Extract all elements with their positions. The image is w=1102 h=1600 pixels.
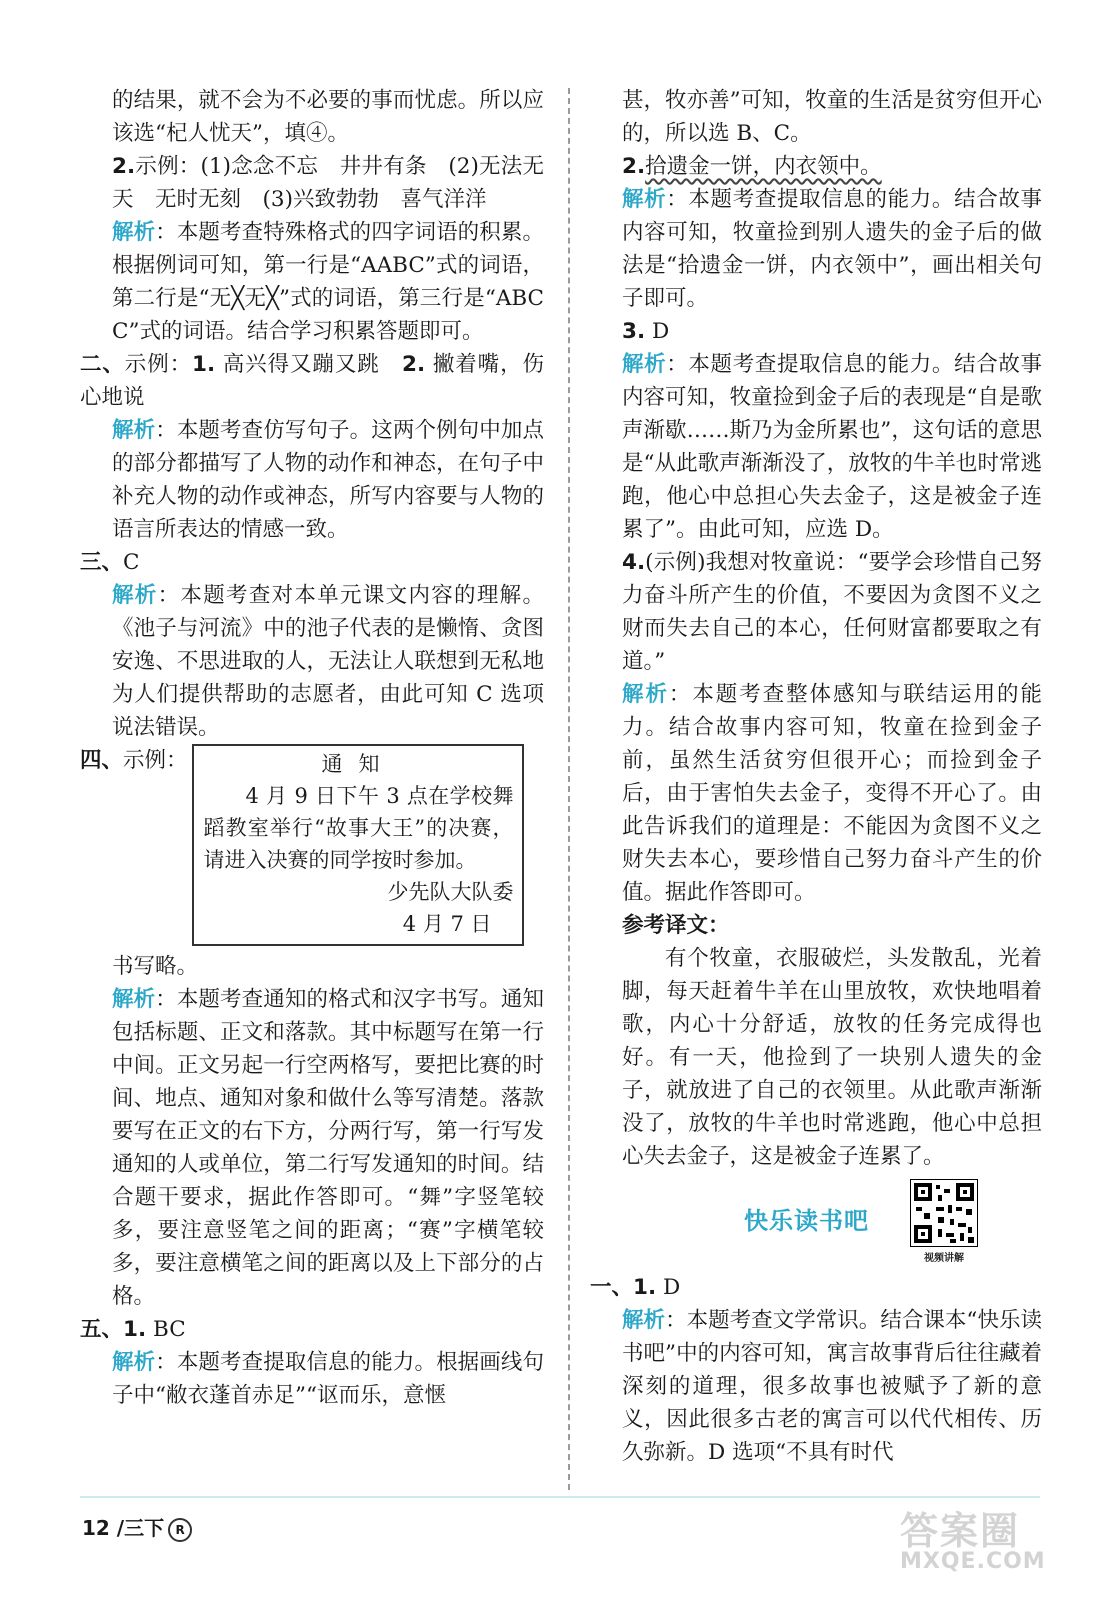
q3-number: 3. <box>622 319 646 344</box>
reference-translation: 有个牧童，衣服破烂，头发散乱，光着脚，每天赶着牛羊在山里放牧，欢快地唱着歌，内心十分舒适，放牧的任务完成得也好。有一天，他捡到了一块别人遗失的金子，就放进了自己的衣领里。从此歌声渐渐没了，放牧的牛羊也时常逃跑，他心中总担心失去金子，这是被金子连累了。 <box>622 946 1042 1169</box>
qr-caption: 视频讲解 <box>924 1253 964 1264</box>
q3-ans: D <box>645 319 670 344</box>
q4-text: (示例)我想对牧童说：“要学会珍惜自己努力奋斗所产生的价值，不要因为贪图不义之财而失去自己的本心，任何财富都要取之有道。” <box>622 550 1042 674</box>
analysis-r4 <box>622 678 1042 909</box>
section-4-answer <box>80 744 544 946</box>
analysis-label: 解析 <box>622 1308 666 1333</box>
qr-code-icon[interactable] <box>910 1179 978 1247</box>
reference-translation-title: 参考译文： <box>622 913 730 938</box>
analysis-3 <box>112 579 544 744</box>
page-number-text: 12 /三下 <box>82 1516 165 1540</box>
analysis-1 <box>112 216 544 348</box>
analysis-2-text: ：本题考查仿写句子。这两个例句中加点的部分都描写了人物的动作和神态，在句子中补充人物的动作或神态，所写内容要与人物的语言所表达的情感一致。 <box>112 418 544 542</box>
right-continuation: 甚，牧亦善”可知，牧童的生活是贫穷但开心的，所以选 B、C。 <box>622 88 1042 146</box>
analysis-r3 <box>622 348 1042 546</box>
analysis-label: 解析 <box>622 352 667 377</box>
notice-box <box>192 744 524 946</box>
analysis-r4-text: ：本题考查整体感知与联结运用的能力。结合故事内容可知，牧童在捡到金子前，虽然生活贫穷但很开心；而捡到金子后，由于害怕失去金子，变得不开心了。由此告诉我们的道理是：不能因为贪图不义之财失去本心，要珍惜自己努力奋斗产生的价值。据此作答即可。 <box>622 682 1042 905</box>
section-5-n1: 1. <box>123 1317 147 1342</box>
notice-sign: 少先队大队委 <box>387 880 514 904</box>
reading-section-1-ans: D <box>656 1275 681 1300</box>
q2-number: 2. <box>112 154 136 179</box>
left-column <box>80 84 544 1412</box>
q3-answer <box>622 315 1042 348</box>
section-2-answer <box>80 348 544 414</box>
analysis-label: 解析 <box>112 1350 156 1375</box>
happy-reading-title: 快乐读书吧 <box>744 1207 869 1235</box>
notice-title: 通知 <box>321 752 396 776</box>
section-5-label: 五、 <box>80 1317 124 1342</box>
page-number <box>82 1512 192 1542</box>
analysis-1-text: ：本题考查特殊格式的四字词语的积累。根据例词可知，第一行是“AABC”式的词语，第二行是“无╳无╳”式的词语，第三行是“ABCC”式的词语。结合学习积累答题即可。 <box>112 220 544 344</box>
analysis-label: 解析 <box>112 583 158 608</box>
edition-badge: R <box>168 1518 192 1542</box>
analysis-r2 <box>622 183 1042 315</box>
q2-right-number: 2. <box>622 154 646 179</box>
q4-answer <box>622 546 1042 678</box>
happy-reading-banner <box>622 1179 1042 1265</box>
section-2-prefix: 示例： <box>124 352 192 377</box>
analysis-4-text: ：本题考查通知的格式和汉字书写。通知包括标题、正文和落款。其中标题写在第一行中间。正文另起一行空两格写，要把比赛的时间、地点、通知对象和做什么等写清楚。落款要写在正文的右下方，分两行写，第一行写发通知的人或单位，第二行写发通知的时间。结合题干要求，据此作答即可。“舞”字竖笔较多，要注意竖笔之间的距离；“赛”字横笔较多，要注意横笔之间的距离以及上下部分的占格。 <box>112 987 544 1309</box>
watermark-line-2: MXQE.COM <box>900 1549 1046 1574</box>
analysis-r2-text: ：本题考查提取信息的能力。结合故事内容可知，牧童捡到别人遗失的金子后的做法是“拾遗金一饼，内衣领中”，画出相关句子即可。 <box>622 187 1042 311</box>
analysis-5-text: ：本题考查提取信息的能力。根据画线句子中“敝衣蓬首赤足”“讴而乐，意惬 <box>112 1350 544 1408</box>
reading-section-1-n1: 1. <box>633 1275 657 1300</box>
watermark-line-1: 答案圈 <box>900 1509 1021 1553</box>
analysis-3-text: ：本题考查对本单元课文内容的理解。《池子与河流》中的池子代表的是懒惰、贪图安逸、不思进取的人，无法让人联想到无私地为人们提供帮助的志愿者，由此可知 C 选项说法错误。 <box>112 583 544 740</box>
q2-right-answer <box>622 150 1042 183</box>
q2-text: 示例：(1)念念不忘 井井有条 (2)无法无天 无时无刻 (3)兴致勃勃 喜气洋洋 <box>112 154 544 212</box>
analysis-label: 解析 <box>112 220 156 245</box>
analysis-r3-text: ：本题考查提取信息的能力。结合故事内容可知，牧童捡到金子后的表现是“自是歌声渐歇……斯乃为金所累也”，这句话的意思是“从此歌声渐渐没了，放牧的牛羊也时常逃跑，他心中总担心失去金子，这是被金子连累了”。由此可知，应选 D。 <box>622 352 1042 542</box>
right-column <box>590 84 1042 1469</box>
analysis-5 <box>112 1346 544 1412</box>
q2-right-text: 拾遗金一饼，内衣领中。 <box>645 154 882 179</box>
q2-answer <box>112 150 544 216</box>
section-2-n2: 2. <box>402 352 426 377</box>
footer-rule <box>80 1496 1040 1498</box>
section-2-label: 二、 <box>80 352 125 377</box>
section-3-answer <box>80 546 544 579</box>
q4-number: 4. <box>622 550 646 575</box>
section-3-ans: C <box>123 550 140 575</box>
analysis-label: 解析 <box>112 418 156 443</box>
section-4-heading <box>80 744 188 777</box>
section-4-prefix: 示例： <box>123 748 188 773</box>
section-5-answer <box>80 1313 544 1346</box>
analysis-2 <box>112 414 544 546</box>
watermark <box>900 1500 1046 1574</box>
left-continuation: 的结果，就不会为不必要的事而忧虑。所以应该选“杞人忧天”，填④。 <box>112 88 544 146</box>
section-2-t1: 高兴得又蹦又跳 <box>215 352 403 377</box>
notice-body: 4 月 9 日下午 3 点在学校舞蹈教室举行“故事大王”的决赛，请进入决赛的同学按时参加。 <box>203 784 514 872</box>
reading-section-1-label: 一、 <box>590 1275 634 1300</box>
notice-date: 4 月 7 日 <box>402 912 492 936</box>
section-5-ans: BC <box>146 1317 186 1342</box>
writing-note: 书写略。 <box>112 954 199 979</box>
section-2-t2: 撇着嘴，伤心地说 <box>80 352 544 410</box>
analysis-reading-1 <box>622 1304 1042 1469</box>
section-4-label: 四、 <box>80 748 124 773</box>
analysis-label: 解析 <box>622 187 667 212</box>
section-2-n1: 1. <box>191 352 216 377</box>
column-divider <box>568 88 570 1490</box>
section-3-label: 三、 <box>80 550 124 575</box>
analysis-label: 解析 <box>112 987 156 1012</box>
analysis-reading-1-text: ：本题考查文学常识。结合课本“快乐读书吧”中的内容可知，寓言故事背后往往藏着深刻的道理，很多故事也被赋予了新的意义，因此很多古老的寓言可以代代相传、历久弥新。D 选项“不具有时代 <box>622 1308 1042 1465</box>
analysis-label: 解析 <box>622 682 669 707</box>
reading-section-1-answer <box>590 1271 1042 1304</box>
analysis-4 <box>112 983 544 1313</box>
